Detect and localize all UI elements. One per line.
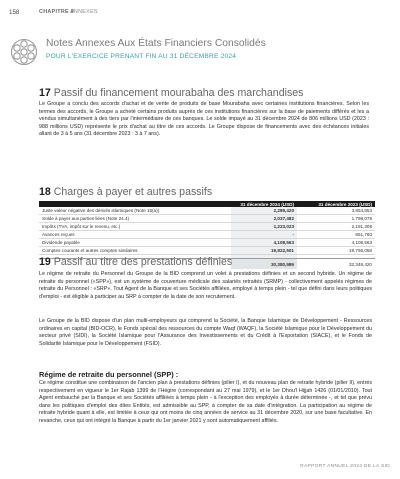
row-label: Comptes courants et autres comptes similaires	[39, 247, 231, 255]
section-17-number: 17	[39, 87, 51, 99]
page-footer: RAPPORT ANNUEL 2024 DE LA SID	[300, 464, 390, 469]
row-label: Juste valeur négative des dérivés islamiques (Note 15(a))	[39, 207, 231, 215]
row-label: Dividende payable	[39, 239, 231, 247]
row-value-2024: 4,108,563	[231, 239, 297, 247]
section-17-title: Passif du financement mourabaha des marchandises	[53, 87, 304, 99]
table-row	[39, 207, 375, 215]
section-label: ANNEXES	[70, 9, 98, 15]
page-title: Notes Annexes Aux États Financiers Consolidés	[46, 38, 266, 49]
table-row	[39, 239, 375, 247]
page-header	[0, 0, 400, 24]
row-value-2023: 851,760	[297, 231, 375, 239]
section-19-paragraph-3: Ce régime constitue une combinaison de l'ancien plan à prestations définies (pilier I), et du nouveau plan de retraite hybride (pilier II), entrés respectivement en vigueur le 1er Rajab 1399 de l'Hégire (correspondant au 27 mai 1979), et le 1er Dhou'l Hijjah 1426 (01/01/2010). Tout Agent embauché par la Banque et ses Sociétés affiliées à temps plein - à l'exception des employés à durée déterminée -, et tel que prévu dans les politiques d'emploi des dites Entités, est admissible au SPP, à compter de sa date d'intégration. La participation au régime de retraite hybride quant à elle, est limitée à ceux qui ont moins de cinq années de service au 31 décembre 2020, sur une base facultative. En revanche, ceux qui ont intégré la Banque à partir du 1er janvier 2021 y sont automatiquement affiliés.	[39, 380, 372, 424]
section-18-number: 18	[39, 186, 51, 198]
section-19-heading	[39, 256, 232, 268]
row-value-2023: 4,108,563	[297, 239, 375, 247]
row-value-2024: 2,289,420	[231, 207, 297, 215]
table-row	[39, 247, 375, 255]
section-19-paragraph-1: Le régime de retraite du Personnel du Groupe de la BID comprend un volet à prestations définies et un second hybride. Un régime de retraite du personnel («SPP»), est un système de couverture médicale des salariés retraités (SRMP) - collectivement appelés régimes de retraite du Personnel : «SRP». Tout Agent de la Banque et ses Sociétés affiliées, employé à temps plein - tel que défini dans leurs politiques d'emploi - est éligible à participer au SRP à compter de la date de son recrutement.	[39, 271, 372, 300]
row-value-2024: 2,037,482	[231, 215, 297, 223]
table-row	[39, 223, 375, 231]
row-label: Avances reçues	[39, 231, 231, 239]
column-header-2023: 31 décembre 2023 (USD)	[297, 201, 375, 207]
section-18-title: Charges à payer et autres passifs	[53, 186, 213, 198]
section-19-title: Passif au titre des prestations définies	[53, 256, 233, 268]
section-19-paragraph-2: Le Groupe de la BID dispose d'un plan multi-employeurs qui comprend la Société, la Banque Islamique de Développement - Ressources ordinaires en capital (BID-OCR), le Fonds spécial des ressources du compte Waqf (WAQF), la Société Islamique pour le Développement du secteur privé (SIDI), la Société Islamique pour l'Assurance des Investissements et du Crédit à l'Exportation (SIACE), et le Fonds de Solidarité Islamique pour le Développement (FSID).	[39, 318, 372, 347]
column-header-2024: 31 décembre 2024 (USD)	[231, 201, 297, 207]
table-row	[39, 231, 375, 239]
total-value-2023: 32,348,420	[349, 261, 372, 267]
row-value-2023: 3,854,653	[297, 207, 375, 215]
total-value-2024: 30,380,989	[231, 259, 297, 270]
row-label: Impôts (TVA, impôt sur le revenu, etc.)	[39, 223, 231, 231]
row-value-2023: 2,191,308	[297, 223, 375, 231]
row-value-2023: 19,756,058	[297, 247, 375, 255]
section-17-heading	[39, 87, 303, 99]
section-19-subheading: Régime de retraite du personnel (SPP) :	[39, 370, 179, 379]
row-value-2024: 19,822,501	[231, 247, 297, 255]
chapter-label: CHAPITRE 9	[39, 9, 75, 15]
section-18-heading	[39, 186, 212, 198]
section-19-number: 19	[39, 256, 51, 268]
page-number: 158	[9, 9, 20, 16]
row-value-2024: -	[231, 231, 297, 239]
table-row	[39, 215, 375, 223]
page-subtitle: POUR L'EXERCICE PRENANT FIN AU 31 DÉCEMBRE 2024	[46, 53, 237, 60]
row-value-2024: 1,223,023	[231, 223, 297, 231]
row-value-2023: 1,798,078	[297, 215, 375, 223]
section-17-body: Le Groupe a conclu des accords d'achat et de vente de produits de base Mourabaha avec certaines institutions financières. Selon les termes des accords, le Groupe a acheté certains produits auprès de ces institutions financières sur la base de paiements différés et les a vendus simultanément à des tiers par l'intermédiaire de ces banques. Le solde impayé au 31 décembre 2024 de 806 millions USD (2023 : 988 millions USD) représente le prix d'achat au titre de ces accords. Le Groupe dispose de financements avec des échéances initiales allant de 3 à 5 ans (31 décembre 2023 : 3 à 7 ans).	[39, 101, 369, 138]
organization-logo-icon	[9, 37, 39, 67]
row-label: Solde à payer aux parties liées (Note 24.4)	[39, 215, 231, 223]
